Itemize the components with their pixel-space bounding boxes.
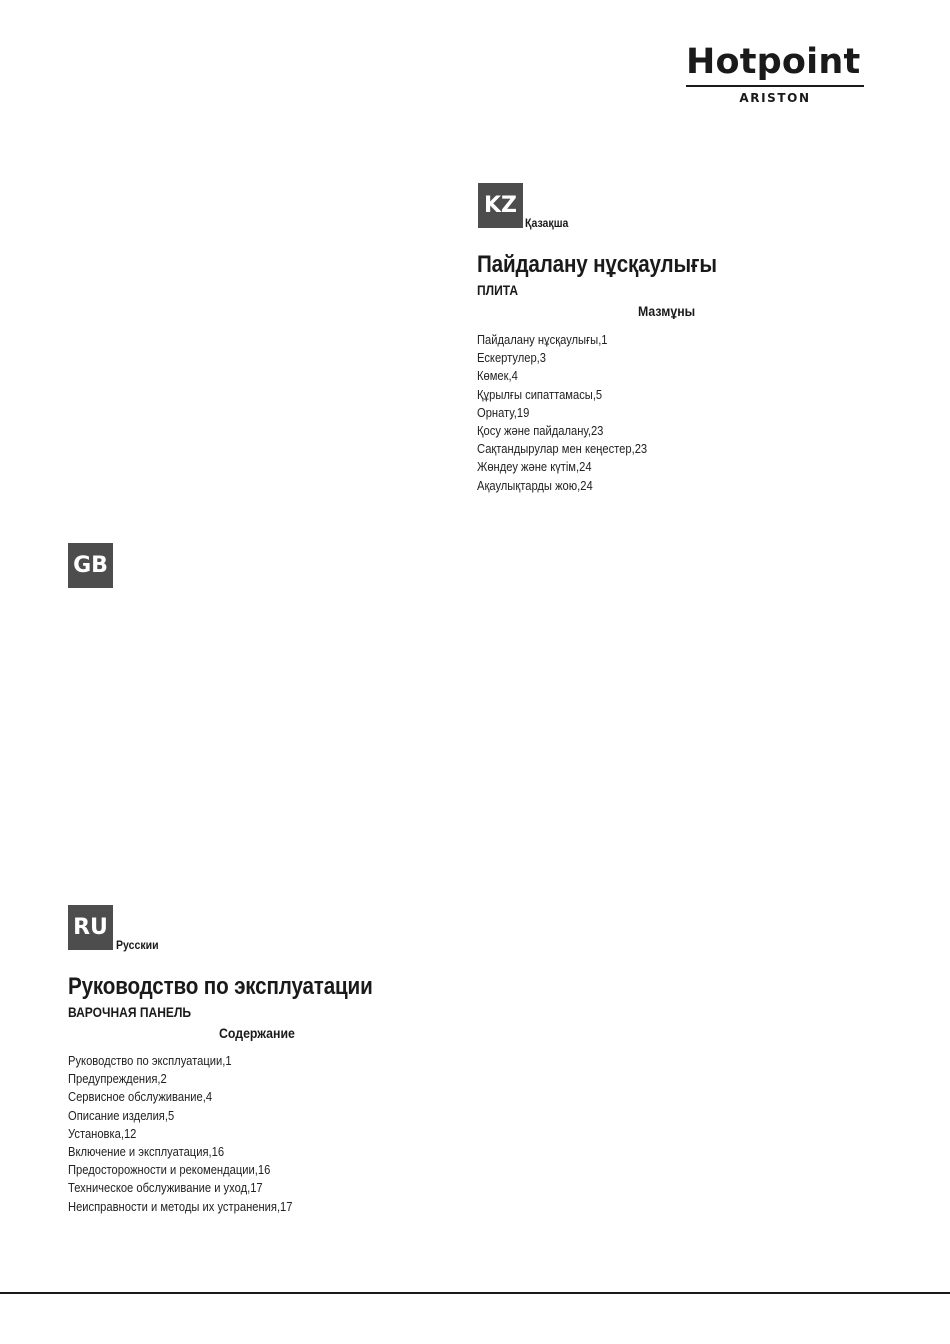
logo-divider [686,85,864,87]
toc-item[interactable]: Көмек,4 [477,368,518,384]
ru-manual-title: Руководство по эксплуатации [68,973,373,1000]
toc-item[interactable]: Ескертулер,3 [477,350,547,366]
toc-item[interactable]: Включение и эксплуатация,16 [68,1144,225,1160]
page-bottom-divider [0,1292,950,1294]
ru-table-of-contents [68,1052,329,1216]
toc-item[interactable]: Орнату,19 [477,404,530,420]
gb-language-badge: GB [68,543,113,588]
kz-manual-title: Пайдалану нұсқаулығы [477,251,717,278]
toc-item[interactable]: Описание изделия,5 [68,1107,175,1123]
toc-item[interactable]: Жөндеу және күтім,24 [477,459,592,475]
toc-item[interactable]: Предупреждения,2 [68,1071,167,1087]
kz-contents-heading: Мазмұны [638,303,696,319]
toc-item[interactable]: Установка,12 [68,1125,137,1141]
toc-item[interactable]: Техническое обслуживание и уход,17 [68,1180,263,1196]
brand-logo [686,42,866,105]
kz-language-name: Қазақша [525,216,569,230]
kz-product-type: ПЛИТА [477,282,519,298]
ru-language-name: Русскии [116,938,159,952]
toc-item[interactable]: Предосторожности и рекомендации,16 [68,1162,271,1178]
kz-language-badge: KZ [478,183,523,228]
ru-language-badge: RU [68,905,113,950]
toc-item[interactable]: Құрылғы сипаттамасы,5 [477,386,603,402]
kz-table-of-contents [477,331,675,495]
toc-item[interactable]: Сақтандырулар мен кеңестер,23 [477,441,648,457]
toc-item[interactable]: Ақаулықтарды жою,24 [477,477,593,493]
logo-sub-brand: ARISTON [739,91,811,105]
toc-item[interactable]: Руководство по эксплуатации,1 [68,1053,232,1068]
toc-item[interactable]: Сервисное обслуживание,4 [68,1089,213,1105]
toc-item[interactable]: Қосу және пайдалану,23 [477,423,604,439]
ru-product-type: ВАРОЧНАЯ ПАНЕЛЬ [68,1004,192,1020]
toc-item[interactable]: Неисправности и методы их устранения,17 [68,1198,293,1214]
logo-brand-name: Hotpoint [686,42,861,82]
ru-contents-heading: Содержание [219,1025,295,1041]
toc-item[interactable]: Пайдалану нұсқаулығы,1 [477,332,608,347]
